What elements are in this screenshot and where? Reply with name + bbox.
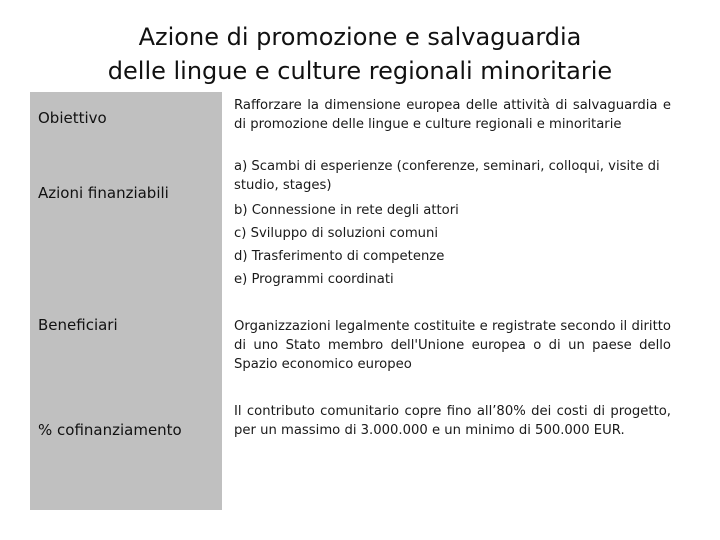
azioni-item-d: d) Trasferimento di competenze (234, 249, 445, 264)
slide-title (0, 20, 720, 88)
azioni-item-c: c) Sviluppo di soluzioni comuni (234, 226, 439, 241)
cofinanziamento-text: Il contributo comunitario copre fino all’80% dei costi di progetto, per un massimo di 3.000.000 e un minimo di 500.000 EUR. (234, 404, 671, 438)
azioni-item-e: e) Programmi coordinati (234, 272, 394, 287)
azioni-item-a: a) Scambi di esperienze (conferenze, seminari, colloqui, visite di studio, stages) (234, 159, 660, 193)
azioni-item-b: b) Connessione in rete degli attori (234, 203, 459, 218)
label-beneficiari: Beneficiari (38, 316, 118, 334)
label-azioni-finanziabili: Azioni finanziabili (38, 184, 169, 202)
azioni-list (234, 157, 671, 291)
label-cofinanziamento: % cofinanziamento (38, 421, 182, 439)
obiettivo-text: Rafforzare la dimensione europea delle attività di salvaguardia e di promozione delle lingue e culture regionali e minoritarie (234, 98, 671, 132)
slide-title-line-1: Azione di promozione e salvaguardia (138, 23, 582, 51)
beneficiari-text: Organizzazioni legalmente costituite e registrate secondo il diritto di uno Stato membro dell'Unione europea o di un paese dello Spazio economico europeo (234, 319, 671, 372)
label-column (30, 92, 222, 510)
label-obiettivo: Obiettivo (38, 109, 107, 127)
slide-title-line-2: delle lingue e culture regionali minoritarie (107, 57, 613, 85)
